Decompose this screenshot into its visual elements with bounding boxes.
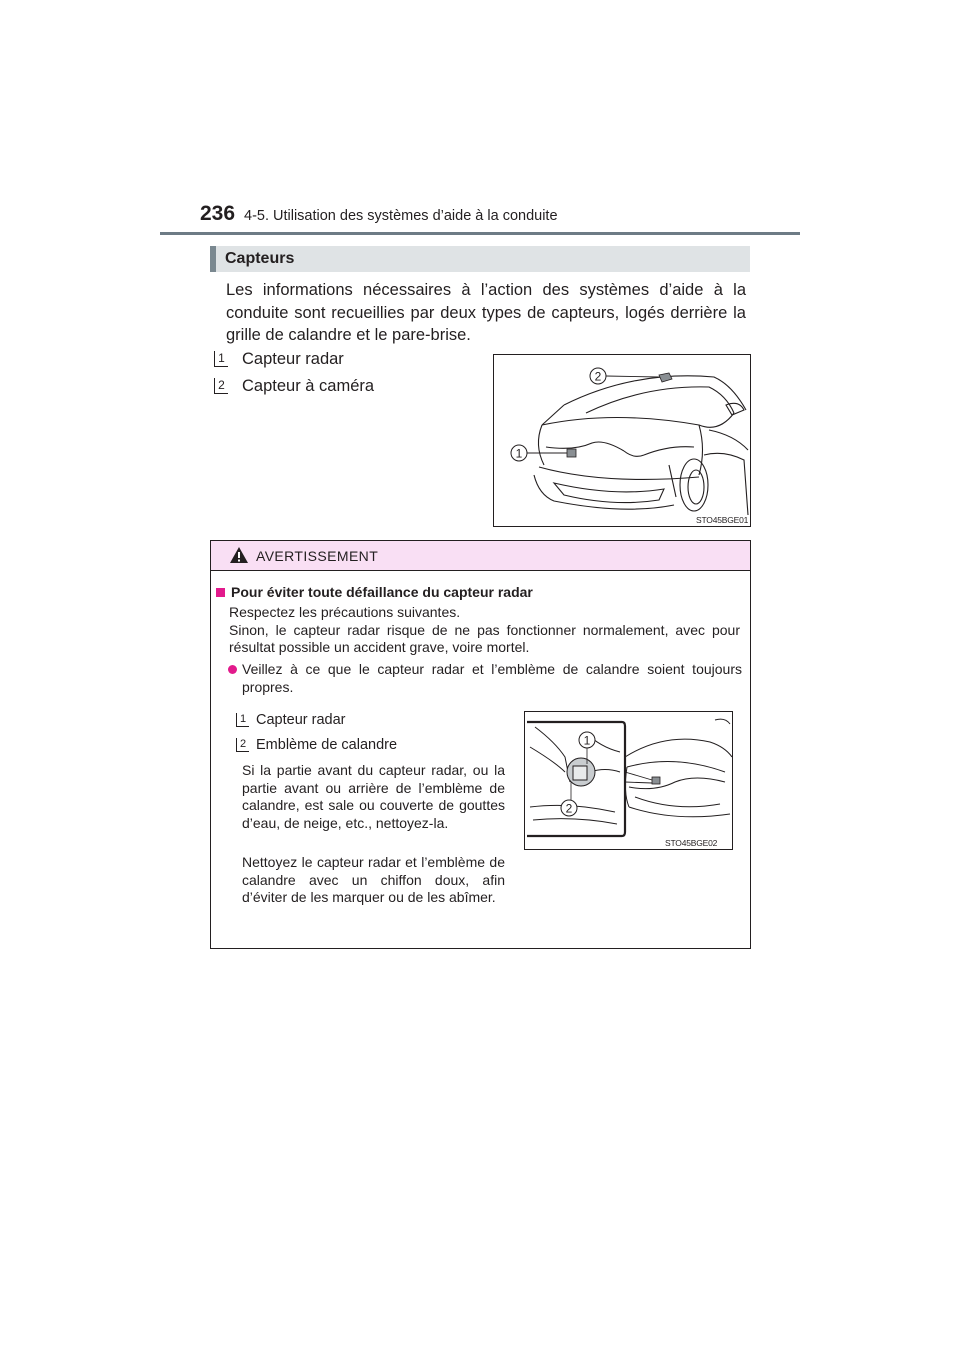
warning-note-1: Si la partie avant du capteur radar, ou la partie avant ou arrière de l’emblème de calandre, est sale ou couverte de gouttes d’eau, de neige, etc., nettoyez-la. — [242, 762, 505, 831]
warning-item-label-radar: Capteur radar — [256, 712, 346, 728]
radar-emblem-illustration — [525, 712, 732, 849]
warning-header — [211, 541, 750, 571]
intro-paragraph: Les informations nécessaires à l’action des systèmes d’aide à la conduite sont recueillies par deux types de capteurs, logés derrière la grille de calandre et le pare-brise. — [226, 281, 746, 344]
warning-item-label-emblem: Emblème de calandre — [256, 737, 398, 753]
radar-sensor-shape — [567, 449, 576, 457]
bullet-dot-icon — [228, 665, 237, 674]
warning-item-number-1: 1 — [236, 713, 249, 727]
warning-bullet-text: Veillez à ce que le capteur radar et l’emblème de calandre soient toujours propres. — [242, 661, 742, 695]
item-number-1: 1 — [214, 351, 228, 367]
callout-2-label-fig2: 2 — [565, 801, 573, 816]
radar-small-shape — [652, 777, 660, 784]
warning-subheading — [216, 584, 533, 600]
warning-paragraph: Respectez les précautions suivantes. Sinon, le capteur radar risque de ne pas fonctionner normalement, avec pour résultat possible un accident grave, voire mortel. — [229, 604, 740, 655]
item-label-radar: Capteur radar — [242, 350, 344, 368]
item-number-2: 2 — [214, 378, 228, 394]
figure-code: STO45BGE01 — [696, 515, 749, 525]
warning-item-number-2: 2 — [236, 738, 249, 752]
callout-2-label: 2 — [594, 369, 602, 384]
header-rule — [160, 232, 800, 235]
section-heading-bar — [210, 246, 216, 272]
camera-sensor-shape — [659, 373, 672, 382]
radar-zoom-shape — [573, 766, 587, 780]
warning-subheading-text: Pour éviter toute défaillance du capteur radar — [231, 584, 533, 600]
figure-radar-emblem — [524, 711, 733, 850]
warning-note-2: Nettoyez le capteur radar et l’emblème de calandre avec un chiffon doux, afin d’éviter de les marquer ou de les abîmer. — [242, 854, 505, 905]
page-number: 236 — [200, 202, 236, 225]
figure-car-sensors — [493, 354, 751, 527]
callout-1-label: 1 — [515, 446, 523, 461]
item-label-camera: Capteur à caméra — [242, 377, 375, 395]
warning-title: AVERTISSEMENT — [256, 548, 379, 564]
car-front-illustration — [494, 355, 750, 526]
warning-triangle-icon — [229, 546, 249, 564]
figure-code-2: STO45BGE02 — [665, 838, 718, 848]
square-bullet-icon — [216, 588, 225, 597]
section-title: Capteurs — [225, 250, 295, 267]
section-heading — [210, 246, 750, 272]
callout-1-label-fig2: 1 — [583, 733, 591, 748]
chapter-title: 4-5. Utilisation des systèmes d’aide à la conduite — [244, 208, 558, 224]
